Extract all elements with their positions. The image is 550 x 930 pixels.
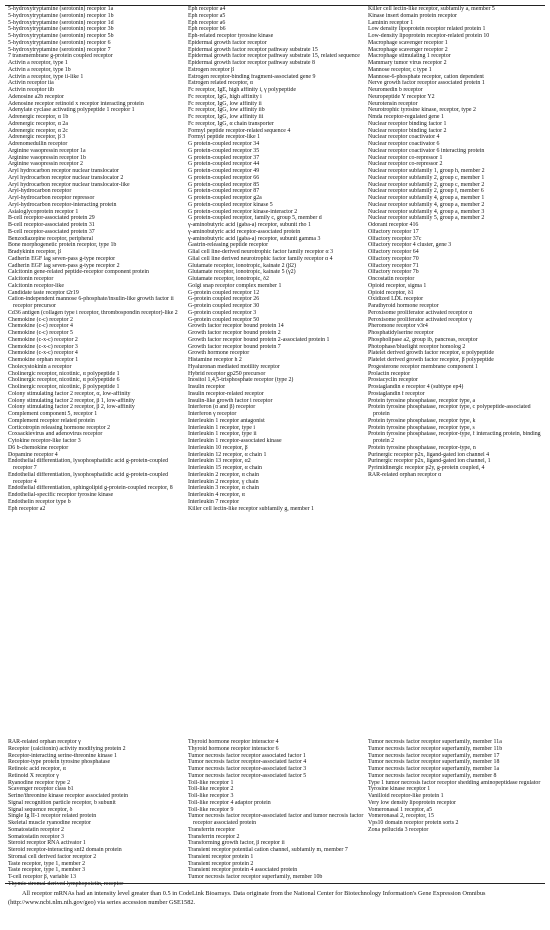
receptor-entry: Nuclear receptor subfamily 4, group a, member 3 — [368, 208, 485, 215]
receptor-entry: Tumor necrosis factor receptor superfamily, member 1a — [368, 766, 500, 772]
receptor-entry: Vomeronasal 2, receptor, 15 — [368, 813, 434, 820]
receptor-entry: 5-hydroxytryptamine (serotonin) receptor 1b — [8, 12, 114, 19]
receptor-entry: Interleukin 3 receptor, α chain — [188, 485, 260, 492]
receptor-entry: Nuclear receptor subfamily 4, group a, member 1 — [368, 195, 485, 201]
receptor-entry: B-cell receptor-associated protein 29 — [8, 215, 95, 222]
receptor-entry: Taste receptor, type 1, member 3 — [8, 867, 86, 874]
receptor-entry: Nuclear receptor subfamily 4, group a, member 2 — [368, 201, 485, 208]
receptor-entry: Single Ig II-1 receptor related protein — [8, 813, 97, 820]
receptor-entry: Transient receptor protein 1 — [188, 853, 254, 860]
receptor-entry: Receptor (calcitonin) activity modifying protein 2 — [8, 745, 126, 752]
receptor-entry: Retinoic acid receptor, α — [8, 766, 66, 772]
receptor-entry: Neurotrophic tyrosine kinase, receptor, type 2 — [368, 107, 476, 114]
receptor-entry: Olfactory receptor 71 — [368, 262, 419, 269]
receptor-entry: Transferrin receptor 2 — [188, 833, 240, 840]
receptor-entry: Toll-like receptor 9 — [188, 806, 234, 813]
receptor-entry: Very low density lipoprotein receptor — [368, 799, 457, 806]
receptor-entry: Formyl peptide receptor-related sequence 4 — [188, 127, 291, 134]
receptor-entry: Fc receptor, IgG, low affinity iii — [188, 114, 264, 120]
receptor-entry: Arginine vasopressin receptor 2 — [8, 161, 83, 168]
receptor-entry: Growth factor receptor bound protein 7 — [188, 343, 281, 350]
receptor-entry: Activin a receptor, type ii-like 1 — [8, 73, 84, 80]
receptor-entry: Signal sequence receptor, δ — [8, 806, 73, 813]
receptor-entry: Complement component 5, receptor 1 — [8, 411, 98, 417]
receptor-entry: Insulin receptor-related receptor — [188, 390, 264, 397]
receptor-entry: γ-aminobutyric acid (gaba-a) receptor, subunit gamma 3 — [188, 235, 321, 242]
receptor-entry: Glutamate receptor, ionotropic, kainate 5 (γ2) — [188, 269, 296, 276]
receptor-entry: Interleukin 2 receptor, γ chain — [188, 478, 259, 485]
receptor-entry: Serine/threonine kinase receptor associated protein — [8, 793, 129, 799]
receptor-entry: Transient receptor protein 2 — [188, 860, 254, 867]
receptor-entry: Stromal cell derived factor receptor 2 — [8, 853, 97, 860]
receptor-entry: Nuclear receptor subfamily 1, group h, member 2 — [368, 168, 485, 174]
receptor-entry: Endothelial differentiation, lysophosphatidic acid g-protein-coupled receptor 4 — [8, 471, 169, 485]
receptor-entry: Endothelial differentiation, sphingolipid g-protein-coupled receptor, 8 — [8, 485, 173, 492]
receptor-entry: Steroid receptor RNA activator 1 — [8, 840, 86, 847]
receptor-entry: Fc receptor, IgG, low affinity iib — [188, 107, 265, 114]
receptor-entry: Parathyroid hormone receptor — [368, 303, 439, 309]
receptor-column-3 — [365, 6, 545, 657]
receptor-entry: Colony stimulating factor 2 receptor, α, low-affinity — [8, 390, 131, 397]
receptor-entry: Oncostatin receptor — [368, 276, 415, 282]
receptor-entry: Gastrin-releasing peptide receptor — [188, 242, 269, 249]
receptor-entry: Kinase insert domain protein receptor — [368, 12, 457, 19]
receptor-entry: G protein-coupled receptor 87 — [188, 188, 260, 195]
receptor-entry: Transforming growth factor, β receptor ii — [188, 840, 285, 847]
receptor-entry: Photophase/bluelight receptor homolog 2 — [368, 343, 466, 350]
receptor-entry: Chemokine (c-c) receptor 4 — [8, 323, 73, 330]
receptor-entry: Olfactory receptor 17 — [368, 228, 419, 235]
receptor-entry: Nuclear receptor coactivator 4 — [368, 134, 440, 141]
receptor-entry: Corticotropin releasing hormone receptor 2 — [8, 424, 111, 431]
receptor-entry: 5-hydroxytryptamine (serotonin) receptor 1d — [8, 19, 114, 26]
receptor-entry: G-protein coupled receptor 30 — [188, 303, 260, 309]
receptor-entry: Zona pellucida 3 receptor — [368, 826, 429, 833]
receptor-entry: G-protein coupled receptor 26 — [188, 296, 260, 303]
receptor-entry: Interleukin 7 receptor — [188, 498, 240, 505]
receptor-entry: Tumor necrosis factor receptor-associated factor 5 — [188, 772, 307, 779]
receptor-entry: G protein-coupled receptor 49 — [188, 168, 260, 174]
receptor-entry: Aryl hydrocarbon receptor nuclear translocator 2 — [8, 174, 124, 181]
receptor-entry: 5-hydroxytryptamine (serotonin) receptor 6 — [8, 39, 111, 46]
receptor-entry: Killer cell lectin-like receptor, subfamily a, member 5 — [368, 6, 495, 12]
receptor-entry: Glial cell line derived neurotrophic factor family receptor α 4 — [188, 255, 333, 262]
receptor-entry: Inositol 1,4,5-trisphosphate receptor (type 2) — [188, 377, 294, 384]
receptor-entry: Chemokine (c-x-c) receptor 4 — [8, 350, 78, 357]
receptor-entry: Nuclear receptor co-repressor 1 — [368, 154, 443, 161]
receptor-entry: Nuclear receptor co-repressor 2 — [368, 161, 443, 168]
receptor-entry: Interleukin 2 receptor, α chain — [188, 471, 260, 478]
receptor-entry: Chemokine (c-x-c) receptor 3 — [8, 343, 78, 350]
receptor-entry: Phosphatidylserine receptor — [368, 330, 434, 336]
receptor-entry: G protein-coupled receptor 66 — [188, 174, 260, 181]
receptor-entry: Tumor necrosis factor receptor-associated factor and tumor necrosis factor receptor associated protein — [188, 813, 364, 826]
receptor-entry: G-protein coupled receptor 3 — [188, 309, 257, 316]
receptor-entry: Nuclear receptor subfamily 2, group f, member 6 — [368, 188, 484, 195]
receptor-entry: Protein tyrosine phosphatase, receptor type, k — [368, 417, 476, 424]
receptor-entry: Activin a receptor, type 1b — [8, 66, 71, 73]
receptor-entry: Growth factor receptor bound protein 2 — [188, 330, 281, 336]
receptor-entry: Adrenomedullin receptor — [8, 141, 68, 147]
receptor-entry: Prostaglandin e receptor 4 (subtype ep4) — [368, 384, 464, 390]
receptor-entry: Thyroid hormone receptor interactor 4 — [188, 739, 279, 745]
receptor-entry: Hyaluronan mediated motility receptor — [188, 363, 280, 370]
receptor-entry: Interleukin 1 receptor, type ii — [188, 431, 257, 438]
receptor-entry: Prostacyclin receptor — [368, 377, 418, 384]
receptor-entry: Protein tyrosine phosphatase, receptor-type, n — [368, 444, 476, 451]
receptor-entry: Purinergic receptor p2x, ligand-gated ion channel 4 — [368, 451, 490, 458]
receptor-entry: Glial cell line-derived neurotrophic factor family receptor α 3 — [188, 249, 334, 255]
receptor-entry: Chemokine (c-c) receptor 2 — [8, 316, 73, 323]
receptor-entry: Cholinergic receptor, nicotinic, α polypeptide 6 — [8, 377, 120, 384]
receptor-entry: Epidermal growth factor receptor pathway substrate 15 — [188, 46, 318, 53]
receptor-entry: Benzodiazepine receptor, peripheral — [8, 235, 93, 242]
receptor-entry: Nuclear receptor coactivator 6 interacting protein — [368, 147, 485, 154]
receptor-entry: Glutamate receptor, ionotropic, kainate 2 (β2) — [188, 262, 296, 269]
receptor-entry: Vomeronasal 1 receptor, a5 — [368, 806, 433, 813]
receptor-entry: Bone morphogenetic protein receptor, type 1b — [8, 242, 117, 249]
receptor-entry: Interferon (α and β) receptor — [188, 404, 256, 411]
receptor-entry: Tumor necrosis factor receptor superfamily, member 17 — [368, 752, 500, 759]
receptor-entry: G-protein coupled receptor 12 — [188, 289, 260, 296]
receptor-entry: Mannose-6-phosphate receptor, cation dependent — [368, 73, 484, 80]
receptor-entry: G protein-coupled receptor 85 — [188, 181, 260, 188]
receptor-entry: G protein-coupled receptor kinase 5 — [188, 201, 273, 208]
receptor-entry: Cadherin EGF lag seven-pass g-type receptor — [8, 255, 116, 262]
receptor-entry: Cholecystokinin a receptor — [8, 363, 72, 370]
receptor-entry: Nuclear receptor subfamily 2, group c, member 1 — [368, 174, 485, 181]
receptor-entry: Thymic stromal-derived lymphopoietin, receptor — [8, 880, 124, 887]
receptor-entry: Tyrosine kinase receptor 1 — [368, 786, 431, 793]
receptor-entry: Cadherin EGF lag seven-pass g-type receptor 2 — [8, 262, 120, 269]
receptor-entry: Epidermal growth factor receptor pathway substrate 15, related sequence — [188, 53, 360, 60]
receptor-entry: Ryanodine receptor type 2 — [8, 779, 71, 786]
receptor-entry: Nuclear receptor subfamily 5, group a, member 2 — [368, 215, 485, 222]
receptor-entry: Opioid receptor, sigma 1 — [368, 282, 427, 289]
receptor-entry: Adenosine receptor retinoid x receptor interacting protein — [8, 100, 144, 107]
table-bottom-rule — [5, 883, 545, 884]
receptor-entry: Neuropeptide Y receptor Y2 — [368, 93, 435, 100]
receptor-entry: Toll-like receptor 4 adaptor protein — [188, 799, 271, 806]
receptor-entry: Tumor necrosis factor receptor superfamily, member 8 — [368, 772, 497, 779]
receptor-column-3 — [365, 739, 545, 883]
receptor-entry: Toll-like receptor 1 — [188, 779, 234, 786]
receptor-entry: Low density lipoprotein receptor related protein 1 — [368, 26, 486, 33]
receptor-entry: Protein tyrosine phosphatase, receptor type, a — [368, 397, 476, 404]
receptor-entry: Interleukin 4 receptor, α — [188, 492, 245, 498]
receptor-table-block-2 — [5, 739, 545, 887]
receptor-entry: Olfactory receptor 4 cluster, gene 3 — [368, 242, 452, 249]
receptor-entry: Activin receptor iia — [8, 80, 54, 87]
receptor-entry: Receptor-interacting serine-threonine kinase 1 — [8, 752, 117, 759]
receptor-entry: Tumor necrosis factor receptor superfamily, member 11b — [368, 745, 503, 752]
receptor-entry: Complement receptor related protein — [8, 417, 95, 424]
receptor-entry: Olfactory receptor 70 — [368, 255, 419, 262]
receptor-entry: Olfactory receptor 7b — [368, 269, 419, 276]
receptor-entry: G protein-coupled receptor 34 — [188, 141, 260, 147]
receptor-entry: Colony stimulating factor 2 receptor, β 1, low-affinity — [8, 397, 135, 404]
receptor-entry: 5-hydroxytryptamine (serotonin) receptor 3b — [8, 26, 114, 33]
receptor-entry: Chemokine (c-c) receptor 5 — [8, 330, 73, 336]
receptor-entry: Purinergic receptor p2x, ligand-gated ion channel, 1 — [368, 458, 491, 465]
receptor-entry: Phospholipase a2, group ib, pancreas, receptor — [368, 336, 478, 343]
receptor-entry: Eph receptor a6 — [188, 19, 226, 26]
receptor-entry: Transferrin receptor — [188, 826, 236, 833]
receptor-table-block-1 — [5, 6, 545, 657]
receptor-entry: Endothelial-specific receptor tyrosine kinase — [8, 492, 114, 498]
receptor-entry: Adrenergic receptor, α 2a — [8, 120, 68, 127]
receptor-entry: Arginine vasopressin receptor 1a — [8, 147, 86, 154]
receptor-entry: Platelet derived growth factor receptor, β polypeptide — [368, 357, 494, 363]
receptor-entry: Nmda receptor-regulated gene 1 — [368, 114, 444, 120]
receptor-entry: Interleukin 10 receptor, β — [188, 444, 248, 451]
receptor-entry: Olfactory receptor 37c — [368, 235, 422, 242]
receptor-entry: Protein tyrosine phosphatase, receptor type, c polypeptide-associated protein — [368, 404, 531, 417]
receptor-entry: Macrophage stimulating 1 receptor — [368, 53, 451, 60]
receptor-entry: Eph receptor b6 — [188, 26, 226, 33]
receptor-entry: 5-hydroxytryptamine (serotonin) receptor 1a — [8, 6, 114, 12]
receptor-entry: Epidermal growth factor receptor — [188, 39, 267, 46]
receptor-entry: Tumor necrosis factor receptor superfamily, member 11a — [368, 739, 502, 745]
receptor-entry: Dopamine receptor 4 — [8, 451, 58, 458]
receptor-entry: Thyroid hormone receptor interactor 6 — [188, 745, 279, 752]
receptor-entry: Nuclear receptor binding factor 2 — [368, 127, 447, 134]
receptor-entry: Hybrid receptor gp250 precursor — [188, 370, 266, 377]
receptor-entry: Neurotensin receptor — [368, 100, 418, 107]
receptor-entry: Activin a receptor, type 1 — [8, 60, 68, 66]
receptor-entry: Peroxisome proliferator activated receptor α — [368, 309, 473, 316]
receptor-entry: Prolactin receptor — [368, 370, 411, 377]
receptor-entry: Interleukin 1 receptor antagonist — [188, 417, 265, 424]
receptor-entry: Progesterone receptor membrane component 1 — [368, 363, 478, 370]
receptor-entry: Nuclear receptor coactivator 6 — [368, 141, 440, 147]
receptor-entry: Pheromone receptor v3r4 — [368, 323, 428, 330]
receptor-entry: Aryl-hydrocarbon receptor repressor — [8, 195, 95, 201]
receptor-entry: Taste receptor, type 1, member 2 — [8, 860, 86, 867]
receptor-entry: Endothelin receptor type b — [8, 498, 71, 505]
receptor-entry: G-protein coupled receptor 50 — [188, 316, 260, 323]
receptor-entry: Tumor necrosis factor receptor associated factor 1 — [188, 752, 306, 759]
receptor-entry: Growth hormone receptor — [188, 350, 250, 357]
receptor-column-1 — [5, 6, 185, 657]
receptor-entry: Cholinergic receptor, nicotinic, α polypeptide 1 — [8, 370, 120, 377]
receptor-entry: Tumor necrosis factor receptor-associated factor 4 — [188, 759, 307, 766]
receptor-entry: Tumor necrosis factor receptor-associated factor 3 — [188, 766, 307, 772]
receptor-entry: Chemokine (c-x-c) receptor 2 — [8, 336, 78, 343]
receptor-entry: Asialoglycoprotein receptor 1 — [8, 208, 79, 215]
receptor-entry: Nuclear receptor subfamily 2, group c, member 2 — [368, 181, 485, 188]
receptor-entry: Estrogen receptor-binding fragment-associated gene 9 — [188, 73, 316, 80]
receptor-entry: Receptor-type protein tyrosine phosphatase — [8, 759, 111, 766]
receptor-entry: Mammary tumor virus receptor 2 — [368, 60, 447, 66]
receptor-entry: Cytokine receptor-like factor 3 — [8, 438, 81, 444]
receptor-entry: Formyl peptide receptor-like 1 — [188, 134, 261, 141]
receptor-entry: Calcitonin receptor — [8, 276, 54, 282]
receptor-entry: Coxsackievirus and adenovirus receptor — [8, 431, 103, 438]
receptor-entry: T-cell receptor β, variable 13 — [8, 874, 77, 880]
receptor-entry: Macrophage scavenger receptor 1 — [368, 39, 448, 46]
receptor-entry: G protein-coupled receptor 44 — [188, 161, 260, 168]
receptor-entry: Peroxisome proliferator activated receptor γ — [368, 316, 472, 323]
receptor-entry: Aryl-hydrocarbon receptor — [8, 188, 72, 195]
receptor-entry: Transient receptor protein 4 associated protein — [188, 867, 298, 874]
receptor-entry: Laminin receptor 1 — [368, 19, 414, 26]
receptor-entry: RAR-related orphan receptor α — [368, 471, 442, 478]
receptor-entry: D6 b-chemokine receptor — [8, 444, 69, 451]
receptor-entry: Nuclear receptor binding factor 1 — [368, 120, 447, 127]
receptor-column-2 — [185, 6, 365, 657]
receptor-entry: Interferon γ receptor — [188, 411, 237, 417]
receptor-entry: Adrenergic receptor, β 3 — [8, 134, 66, 141]
receptor-entry: Neuromedin b receptor — [368, 87, 423, 93]
receptor-column-1 — [5, 739, 185, 887]
receptor-entry: Transient receptor potential cation channel, subfamily m, member 7 — [188, 847, 348, 853]
receptor-entry: Killer cell lectin-like receptor subfamily g, member 1 — [188, 505, 314, 512]
receptor-entry: Odorant receptor 416 — [368, 222, 419, 228]
receptor-entry: Olfactory receptor 64 — [368, 249, 419, 255]
receptor-entry: Calcitonin gene-related peptide-receptor component protein — [8, 269, 149, 276]
receptor-entry: Toll-like receptor 3 — [188, 793, 234, 799]
receptor-entry: Protein tyrosine phosphatase, receptor-type, f interacting protein, binding protein 2 — [368, 431, 541, 444]
receptor-entry: Adrenergic receptor, α 1b — [8, 114, 69, 120]
receptor-entry: Activin receptor iib — [8, 87, 55, 93]
receptor-entry: Endothelial differentiation, lysophosphatidic acid g-protein-coupled receptor 7 — [8, 458, 169, 471]
receptor-entry: Type 1 tumor necrosis factor receptor shedding aminopeptidase regulator — [368, 779, 541, 786]
receptor-entry: Adrenergic receptor, α 2c — [8, 127, 68, 134]
receptor-entry: Golgi snap receptor complex member 1 — [188, 282, 282, 289]
receptor-entry: Calcitonin receptor-like — [8, 282, 64, 289]
receptor-entry: Eph receptor a2 — [8, 505, 46, 512]
receptor-entry: Mannose receptor, c type 1 — [368, 66, 432, 73]
receptor-entry: Aryl hydrocarbon receptor nuclear translocator-like — [8, 181, 130, 188]
receptor-entry: Fc receptor, IgE, high affinity i, γ polypeptide — [188, 87, 296, 93]
receptor-entry: Oxidized LDL receptor — [368, 296, 424, 303]
receptor-entry: Macrophage scavenger receptor 2 — [368, 46, 448, 53]
receptor-entry: Somatostatin receptor 3 — [8, 833, 64, 840]
receptor-entry: RAR-related orphan receptor γ — [8, 739, 81, 745]
receptor-entry: Adenylate cyclase activating polypeptide 1 receptor 1 — [8, 107, 135, 114]
receptor-entry: Arginine vasopressin receptor 1b — [8, 154, 86, 161]
receptor-entry: γ-aminobutyric acid receptor-associated protein — [188, 228, 301, 235]
receptor-column-2 — [185, 739, 365, 883]
receptor-entry: Chemokine orphan receptor 1 — [8, 357, 79, 363]
receptor-entry: B-cell receptor-associated protein 31 — [8, 222, 95, 228]
receptor-entry: G protein-coupled receptor kinase-interactor 2 — [188, 208, 298, 215]
receptor-entry: Interleukin 13 receptor, α2 — [188, 458, 251, 465]
receptor-entry: Cd36 antigen (collagen type i receptor, thrombospondin receptor)-like 2 — [8, 309, 178, 316]
receptor-entry: Nerve growth factor receptor associated protein 1 — [368, 80, 485, 87]
receptor-entry: Opioid receptor, δ1 — [368, 289, 414, 296]
receptor-entry: Fc receptor, IgG, low affinity ii — [188, 100, 262, 107]
receptor-entry: Steroid receptor-interacting snf2 domain protein — [8, 847, 122, 853]
receptor-entry: Retinoid X receptor γ — [8, 772, 59, 779]
receptor-entry: Interleukin 12 receptor, α chain 1 — [188, 451, 267, 458]
receptor-entry: Interleukin 1 receptor, type i — [188, 424, 255, 431]
receptor-entry: Platelet derived growth factor receptor, α polypeptide — [368, 350, 495, 357]
receptor-entry: Interleukin 15 receptor, α chain — [188, 465, 262, 471]
receptor-entry: Histamine receptor h 2 — [188, 357, 242, 363]
receptor-entry: G protein-coupled receptor, family c, group 5, member d — [188, 215, 322, 222]
receptor-entry: Adenosine a2b receptor — [8, 93, 64, 100]
receptor-entry: Low-density lipoprotein receptor-related protein 10 — [368, 33, 490, 39]
receptor-entry: Growth factor receptor bound protein 2-associated protein 1 — [188, 336, 330, 343]
receptor-entry: G protein-coupled receptor g2a — [188, 195, 262, 201]
receptor-entry: Eph-related receptor tyrosine kinase — [188, 33, 274, 39]
receptor-entry: Growth factor receptor bound protein 14 — [188, 323, 284, 330]
receptor-entry: B-cell receptor-associated protein 37 — [8, 228, 95, 235]
receptor-entry: Glutamate receptor, ionotropic, δ2 — [188, 276, 269, 282]
receptor-entry: γ-aminobutyric acid (gaba-a) receptor, subunit rho 1 — [188, 222, 311, 228]
receptor-entry: Interleukin 1 receptor-associated kinase — [188, 438, 282, 444]
receptor-entry: Estrogen receptor β — [188, 66, 235, 73]
receptor-entry: Fc receptor, IgG, α chain transporter — [188, 120, 274, 127]
receptor-entry: Estrogen related receptor, α — [188, 80, 253, 87]
receptor-entry: Prostaglandin f receptor — [368, 390, 425, 397]
receptor-entry: Aryl-hydrocarbon receptor-interacting protein — [8, 201, 117, 208]
receptor-entry: Insulin-like growth factor i receptor — [188, 397, 273, 404]
table-footnote: All receptor mRNAs had an intensity level greater than 0.5 in CodeLink Bioarrays. Data originate from the National Center for Biotechnology Information's Gene Expression Omnibus (http://www.ncbi.nlm.nih.gov/geo) via series accession number GSE1582. — [8, 890, 486, 906]
receptor-entry: Epidermal growth factor receptor pathway substrate 8 — [188, 60, 315, 66]
receptor-entry: Fc receptor, IgG, high affinity i — [188, 93, 262, 100]
receptor-entry: Skeletal muscle ryanodine receptor — [8, 820, 91, 826]
receptor-entry: 5-hydroxytryptamine (serotonin) receptor 7 — [8, 46, 111, 53]
receptor-entry: Pyrimidinergic receptor p2y, g-protein coupled, 4 — [368, 465, 485, 471]
receptor-entry: Eph receptor a4 — [188, 6, 226, 12]
receptor-entry: Insulin receptor — [188, 384, 226, 390]
receptor-entry: G protein-coupled receptor 35 — [188, 147, 260, 154]
receptor-entry: Cation-independent mannose 6-phosphate/insulin-like growth factor ii receptor precursor — [8, 296, 174, 309]
receptor-entry: Tumor necrosis factor receptor superfamily, member 10b — [188, 874, 323, 880]
receptor-entry: Cholinergic receptor, nicotinic, β polypeptide 1 — [8, 384, 120, 390]
receptor-entry: G protein-coupled receptor 37 — [188, 154, 260, 161]
receptor-entry: Bradykinin receptor, β — [8, 249, 61, 255]
receptor-entry: Vps10 domain receptor protein sorts 2 — [368, 820, 459, 826]
receptor-entry: Vanilloid receptor-like protein 1 — [368, 793, 444, 799]
receptor-entry: Colony stimulating factor 2 receptor, β 2, low-affinity — [8, 404, 135, 411]
receptor-entry: Aryl hydrocarbon receptor nuclear translocator — [8, 168, 119, 174]
receptor-entry: Candidate taste receptor t2r19 — [8, 289, 79, 296]
receptor-entry: Protein tyrosine phosphatase, receptor type, s — [368, 424, 475, 431]
receptor-entry: Eph receptor a5 — [188, 12, 226, 19]
receptor-entry: 5-hydroxytryptamine (serotonin) receptor 5b — [8, 33, 114, 39]
receptor-entry: Signal recognition particle receptor, b subunit — [8, 799, 116, 806]
receptor-entry: Toll-like receptor 2 — [188, 786, 234, 793]
receptor-entry: Tumor necrosis factor receptor superfamily, member 18 — [368, 759, 500, 766]
receptor-entry: 7 transmembrane g-protein coupled receptor — [8, 53, 113, 60]
receptor-entry: Scavenger receptor class b1 — [8, 786, 74, 793]
receptor-entry: Somatostatin receptor 2 — [8, 826, 64, 833]
